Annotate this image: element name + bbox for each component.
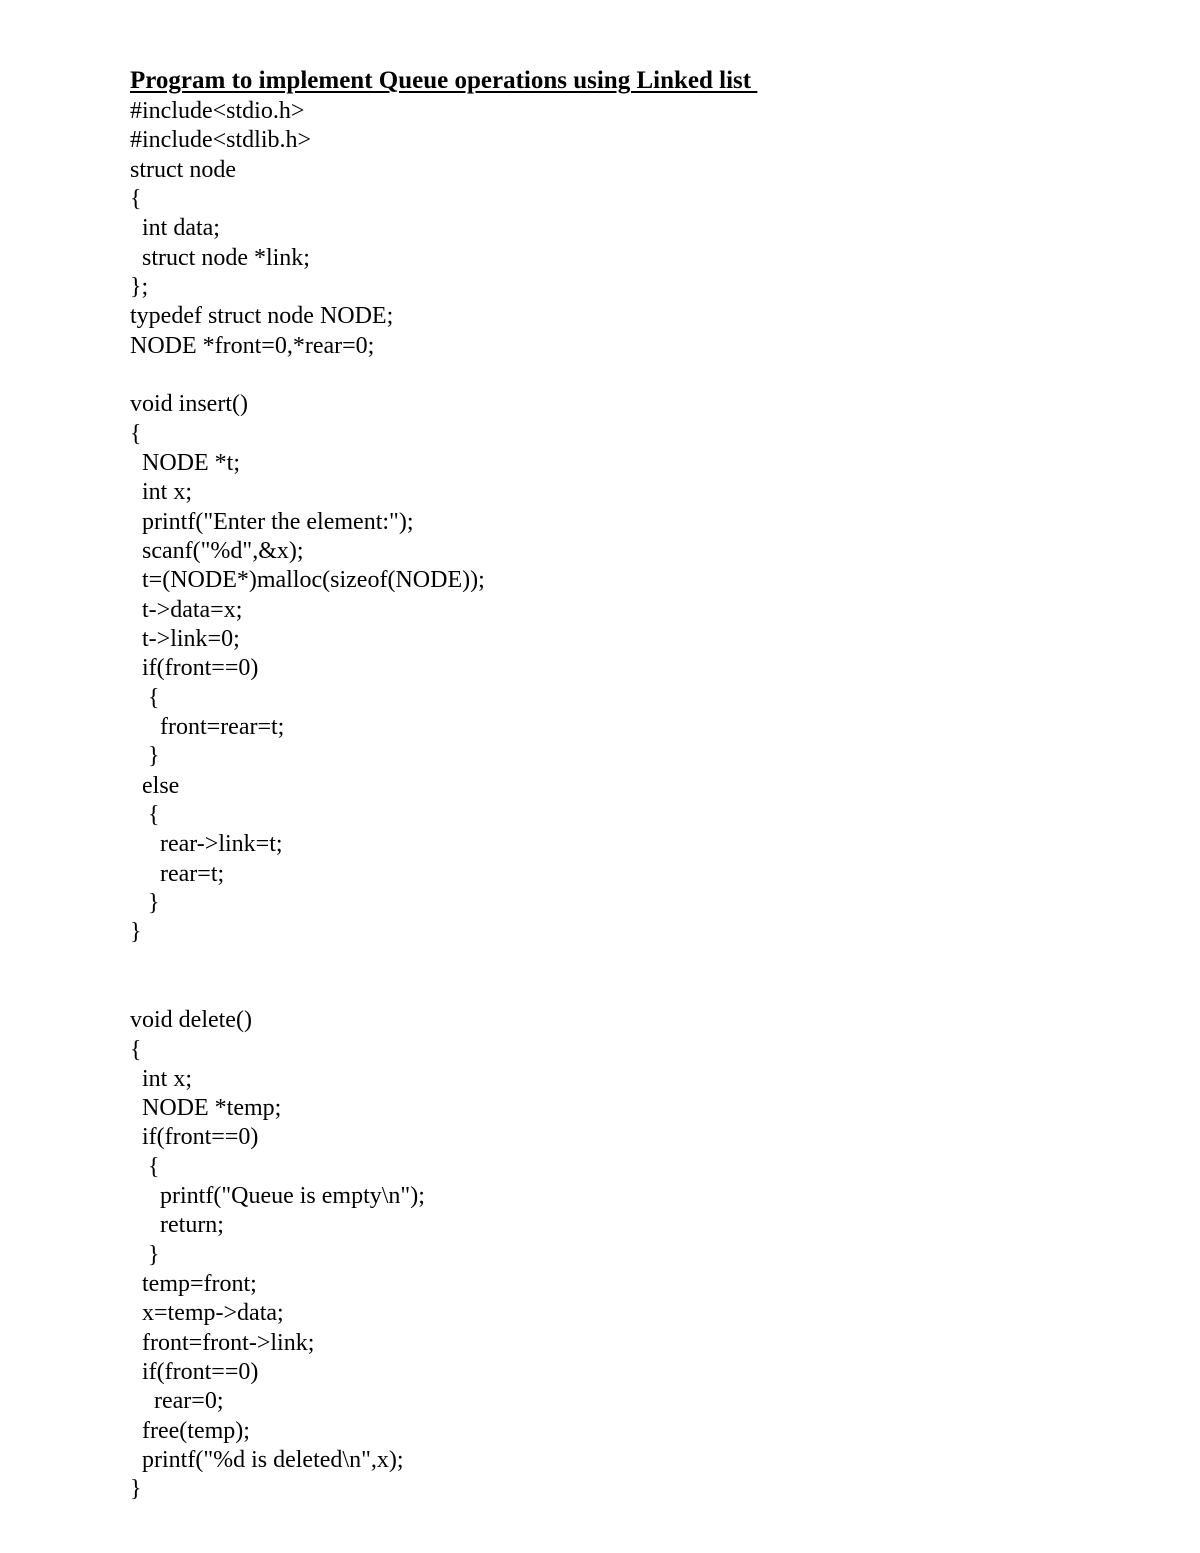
code-line: { (130, 185, 142, 212)
code-line: void delete() (130, 1007, 252, 1034)
code-line: }; (130, 273, 149, 300)
code-line: scanf("%d",&x); (130, 537, 304, 564)
code-line: NODE *temp; (130, 1095, 282, 1122)
code-line: { (130, 1036, 142, 1063)
code-listing (130, 97, 485, 1505)
code-line: front=rear=t; (130, 713, 285, 740)
code-line: printf("%d is deleted\n",x); (130, 1447, 404, 1474)
code-line (130, 977, 485, 1006)
code-line: rear=0; (130, 1388, 224, 1415)
code-line: rear=t; (130, 860, 225, 887)
code-line: { (130, 420, 142, 447)
code-line: } (130, 1476, 142, 1503)
code-line: x=temp->data; (130, 1300, 284, 1327)
code-line: if(front==0) (130, 655, 259, 682)
code-line (130, 361, 485, 390)
code-line: } (130, 743, 160, 770)
code-line: temp=front; (130, 1271, 257, 1298)
document-title: Program to implement Queue operations using Linked list (130, 67, 758, 94)
code-line: } (130, 1241, 160, 1268)
code-line: void insert() (130, 391, 248, 418)
code-line: rear->link=t; (130, 831, 283, 858)
code-line: front=front->link; (130, 1329, 315, 1356)
code-line: } (130, 889, 160, 916)
code-line: } (130, 919, 142, 946)
code-line: printf("Queue is empty\n"); (130, 1183, 425, 1210)
code-line: NODE *front=0,*rear=0; (130, 332, 375, 359)
code-line: int x; (130, 479, 193, 506)
code-line: struct node *link; (130, 244, 310, 271)
code-line: int data; (130, 215, 220, 242)
code-line: t=(NODE*)malloc(sizeof(NODE)); (130, 567, 485, 594)
code-line: #include<stdlib.h> (130, 127, 312, 154)
code-line: NODE *t; (130, 449, 240, 476)
code-line: return; (130, 1212, 224, 1239)
code-line: t->data=x; (130, 596, 243, 623)
code-line: { (130, 801, 160, 828)
code-line: struct node (130, 156, 236, 183)
code-line: else (130, 772, 180, 799)
code-line: #include<stdio.h> (130, 98, 305, 124)
code-line (130, 948, 485, 977)
code-line: int x; (130, 1065, 193, 1092)
code-line: t->link=0; (130, 625, 240, 652)
code-line: printf("Enter the element:"); (130, 508, 414, 535)
code-line: if(front==0) (130, 1359, 259, 1386)
code-line: if(front==0) (130, 1124, 259, 1151)
code-line: free(temp); (130, 1417, 250, 1444)
code-line: typedef struct node NODE; (130, 303, 394, 330)
code-line: { (130, 684, 160, 711)
code-line: { (130, 1153, 160, 1180)
